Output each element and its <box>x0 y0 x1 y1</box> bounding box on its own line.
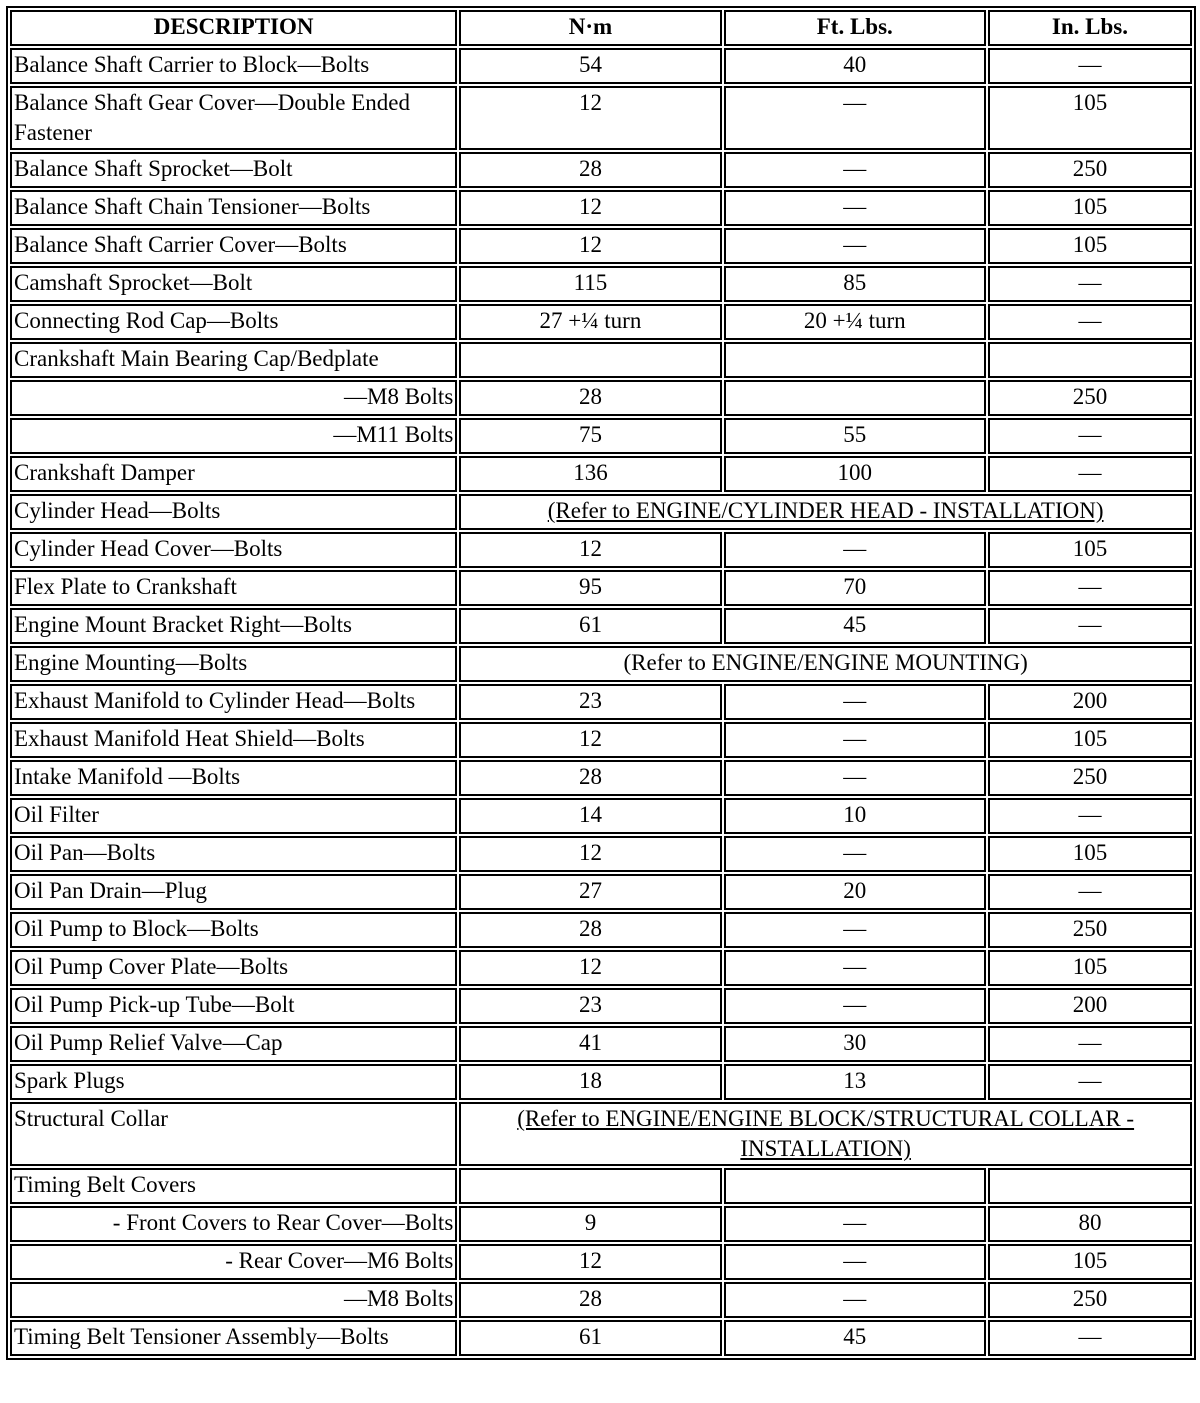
description-cell: Crankshaft Damper <box>10 456 457 492</box>
reference-cell <box>459 1102 1192 1166</box>
in-lbs-cell: 105 <box>988 1244 1192 1280</box>
ft-lbs-cell: 20 +¼ turn <box>724 304 986 340</box>
table-row <box>10 456 1192 492</box>
description-cell: - Rear Cover—M6 Bolts <box>10 1244 457 1280</box>
nm-cell: 27 +¼ turn <box>459 304 721 340</box>
in-lbs-cell: 250 <box>988 152 1192 188</box>
nm-cell: 61 <box>459 1320 721 1356</box>
table-row <box>10 912 1192 948</box>
nm-cell: 18 <box>459 1064 721 1100</box>
ft-lbs-cell: — <box>724 950 986 986</box>
in-lbs-cell: — <box>988 874 1192 910</box>
nm-cell: 12 <box>459 950 721 986</box>
table-row <box>10 646 1192 682</box>
in-lbs-cell: — <box>988 1064 1192 1100</box>
reference-text: (Refer to ENGINE/ENGINE BLOCK/STRUCTURAL COLLAR - INSTALLATION) <box>517 1106 1135 1161</box>
in-lbs-cell: — <box>988 266 1192 302</box>
ft-lbs-cell: — <box>724 836 986 872</box>
nm-cell: 28 <box>459 380 721 416</box>
nm-cell: 9 <box>459 1206 721 1242</box>
description-cell: Exhaust Manifold Heat Shield—Bolts <box>10 722 457 758</box>
nm-cell: 14 <box>459 798 721 834</box>
ft-lbs-cell: — <box>724 684 986 720</box>
table-row <box>10 836 1192 872</box>
nm-cell <box>459 342 721 378</box>
ft-lbs-cell: — <box>724 1206 986 1242</box>
description-cell: Engine Mount Bracket Right—Bolts <box>10 608 457 644</box>
table-row <box>10 1320 1192 1356</box>
description-cell: Spark Plugs <box>10 1064 457 1100</box>
ft-lbs-cell <box>724 342 986 378</box>
in-lbs-cell: 105 <box>988 836 1192 872</box>
in-lbs-cell: 250 <box>988 1282 1192 1318</box>
nm-cell: 61 <box>459 608 721 644</box>
in-lbs-cell: 105 <box>988 190 1192 226</box>
ft-lbs-cell: — <box>724 86 986 150</box>
nm-cell: 95 <box>459 570 721 606</box>
in-lbs-cell: 105 <box>988 86 1192 150</box>
nm-cell: 28 <box>459 152 721 188</box>
table-row <box>10 418 1192 454</box>
in-lbs-cell: — <box>988 1320 1192 1356</box>
description-cell: Engine Mounting—Bolts <box>10 646 457 682</box>
table-row <box>10 1282 1192 1318</box>
in-lbs-cell: — <box>988 418 1192 454</box>
ft-lbs-cell: — <box>724 1282 986 1318</box>
table-row <box>10 266 1192 302</box>
nm-cell: 75 <box>459 418 721 454</box>
reference-cell <box>459 494 1192 530</box>
ft-lbs-cell: 45 <box>724 1320 986 1356</box>
description-cell: —M11 Bolts <box>10 418 457 454</box>
nm-cell: 136 <box>459 456 721 492</box>
table-row <box>10 1244 1192 1280</box>
reference-text: (Refer to ENGINE/ENGINE MOUNTING) <box>623 650 1028 675</box>
ft-lbs-cell: 13 <box>724 1064 986 1100</box>
header-nm: N·m <box>459 10 721 46</box>
table-row <box>10 608 1192 644</box>
in-lbs-cell <box>988 1168 1192 1204</box>
description-cell: Balance Shaft Chain Tensioner—Bolts <box>10 190 457 226</box>
table-row <box>10 684 1192 720</box>
table-row <box>10 1206 1192 1242</box>
reference-text: (Refer to ENGINE/CYLINDER HEAD - INSTALLATION) <box>547 498 1104 523</box>
description-cell: Camshaft Sprocket—Bolt <box>10 266 457 302</box>
description-cell: Flex Plate to Crankshaft <box>10 570 457 606</box>
in-lbs-cell: — <box>988 48 1192 84</box>
table-row <box>10 494 1192 530</box>
nm-cell: 27 <box>459 874 721 910</box>
ft-lbs-cell: 70 <box>724 570 986 606</box>
ft-lbs-cell: — <box>724 190 986 226</box>
table-row <box>10 190 1192 226</box>
description-cell: Oil Pan—Bolts <box>10 836 457 872</box>
header-row <box>10 10 1192 46</box>
ft-lbs-cell: 100 <box>724 456 986 492</box>
nm-cell: 115 <box>459 266 721 302</box>
nm-cell: 12 <box>459 532 721 568</box>
nm-cell <box>459 1168 721 1204</box>
in-lbs-cell: 105 <box>988 950 1192 986</box>
in-lbs-cell: 250 <box>988 380 1192 416</box>
nm-cell: 12 <box>459 228 721 264</box>
in-lbs-cell: 105 <box>988 532 1192 568</box>
in-lbs-cell: — <box>988 456 1192 492</box>
in-lbs-cell: — <box>988 570 1192 606</box>
table-row <box>10 1168 1192 1204</box>
reference-cell <box>459 646 1192 682</box>
in-lbs-cell: 200 <box>988 988 1192 1024</box>
table-row <box>10 798 1192 834</box>
header-description: DESCRIPTION <box>10 10 457 46</box>
ft-lbs-cell: 45 <box>724 608 986 644</box>
in-lbs-cell: 250 <box>988 760 1192 796</box>
ft-lbs-cell: — <box>724 988 986 1024</box>
in-lbs-cell: 80 <box>988 1206 1192 1242</box>
ft-lbs-cell: — <box>724 760 986 796</box>
nm-cell: 54 <box>459 48 721 84</box>
description-cell: Cylinder Head—Bolts <box>10 494 457 530</box>
description-cell: Oil Filter <box>10 798 457 834</box>
ft-lbs-cell: — <box>724 532 986 568</box>
ft-lbs-cell: — <box>724 722 986 758</box>
description-cell: Structural Collar <box>10 1102 457 1166</box>
in-lbs-cell: — <box>988 608 1192 644</box>
nm-cell: 28 <box>459 912 721 948</box>
description-cell: —M8 Bolts <box>10 380 457 416</box>
table-row <box>10 874 1192 910</box>
ft-lbs-cell: — <box>724 1244 986 1280</box>
ft-lbs-cell <box>724 380 986 416</box>
nm-cell: 12 <box>459 190 721 226</box>
in-lbs-cell: — <box>988 798 1192 834</box>
description-cell: Intake Manifold —Bolts <box>10 760 457 796</box>
table-row <box>10 1064 1192 1100</box>
description-cell: Balance Shaft Gear Cover—Double Ended Fastener <box>10 86 457 150</box>
description-cell: Crankshaft Main Bearing Cap/Bedplate <box>10 342 457 378</box>
table-row <box>10 532 1192 568</box>
table-row <box>10 228 1192 264</box>
in-lbs-cell: 250 <box>988 912 1192 948</box>
header-in-lbs: In. Lbs. <box>988 10 1192 46</box>
ft-lbs-cell: — <box>724 912 986 948</box>
table-row <box>10 722 1192 758</box>
ft-lbs-cell <box>724 1168 986 1204</box>
description-cell: Balance Shaft Sprocket—Bolt <box>10 152 457 188</box>
ft-lbs-cell: 10 <box>724 798 986 834</box>
in-lbs-cell: — <box>988 304 1192 340</box>
description-cell: Oil Pump Cover Plate—Bolts <box>10 950 457 986</box>
description-cell: Oil Pump to Block—Bolts <box>10 912 457 948</box>
ft-lbs-cell: 85 <box>724 266 986 302</box>
ft-lbs-cell: — <box>724 228 986 264</box>
nm-cell: 41 <box>459 1026 721 1062</box>
table-row <box>10 152 1192 188</box>
description-cell: Oil Pan Drain—Plug <box>10 874 457 910</box>
description-cell: Cylinder Head Cover—Bolts <box>10 532 457 568</box>
description-cell: Oil Pump Relief Valve—Cap <box>10 1026 457 1062</box>
table-row <box>10 950 1192 986</box>
in-lbs-cell <box>988 342 1192 378</box>
description-cell: - Front Covers to Rear Cover—Bolts <box>10 1206 457 1242</box>
table-body <box>10 48 1192 1356</box>
table-row <box>10 760 1192 796</box>
table-row <box>10 570 1192 606</box>
nm-cell: 23 <box>459 988 721 1024</box>
ft-lbs-cell: 20 <box>724 874 986 910</box>
nm-cell: 28 <box>459 1282 721 1318</box>
torque-spec-table <box>6 6 1196 1360</box>
ft-lbs-cell: 55 <box>724 418 986 454</box>
nm-cell: 12 <box>459 1244 721 1280</box>
in-lbs-cell: — <box>988 1026 1192 1062</box>
nm-cell: 12 <box>459 722 721 758</box>
description-cell: Oil Pump Pick-up Tube—Bolt <box>10 988 457 1024</box>
description-cell: Balance Shaft Carrier Cover—Bolts <box>10 228 457 264</box>
table-row <box>10 1102 1192 1166</box>
description-cell: Balance Shaft Carrier to Block—Bolts <box>10 48 457 84</box>
table-row <box>10 380 1192 416</box>
description-cell: Timing Belt Tensioner Assembly—Bolts <box>10 1320 457 1356</box>
in-lbs-cell: 200 <box>988 684 1192 720</box>
table-row <box>10 1026 1192 1062</box>
description-cell: Connecting Rod Cap—Bolts <box>10 304 457 340</box>
description-cell: Exhaust Manifold to Cylinder Head—Bolts <box>10 684 457 720</box>
ft-lbs-cell: 30 <box>724 1026 986 1062</box>
header-ft-lbs: Ft. Lbs. <box>724 10 986 46</box>
nm-cell: 12 <box>459 86 721 150</box>
table-row <box>10 342 1192 378</box>
ft-lbs-cell: — <box>724 152 986 188</box>
table-row <box>10 304 1192 340</box>
nm-cell: 12 <box>459 836 721 872</box>
table-row <box>10 48 1192 84</box>
table-row <box>10 86 1192 150</box>
nm-cell: 23 <box>459 684 721 720</box>
in-lbs-cell: 105 <box>988 722 1192 758</box>
nm-cell: 28 <box>459 760 721 796</box>
description-cell: —M8 Bolts <box>10 1282 457 1318</box>
table-row <box>10 988 1192 1024</box>
description-cell: Timing Belt Covers <box>10 1168 457 1204</box>
ft-lbs-cell: 40 <box>724 48 986 84</box>
in-lbs-cell: 105 <box>988 228 1192 264</box>
